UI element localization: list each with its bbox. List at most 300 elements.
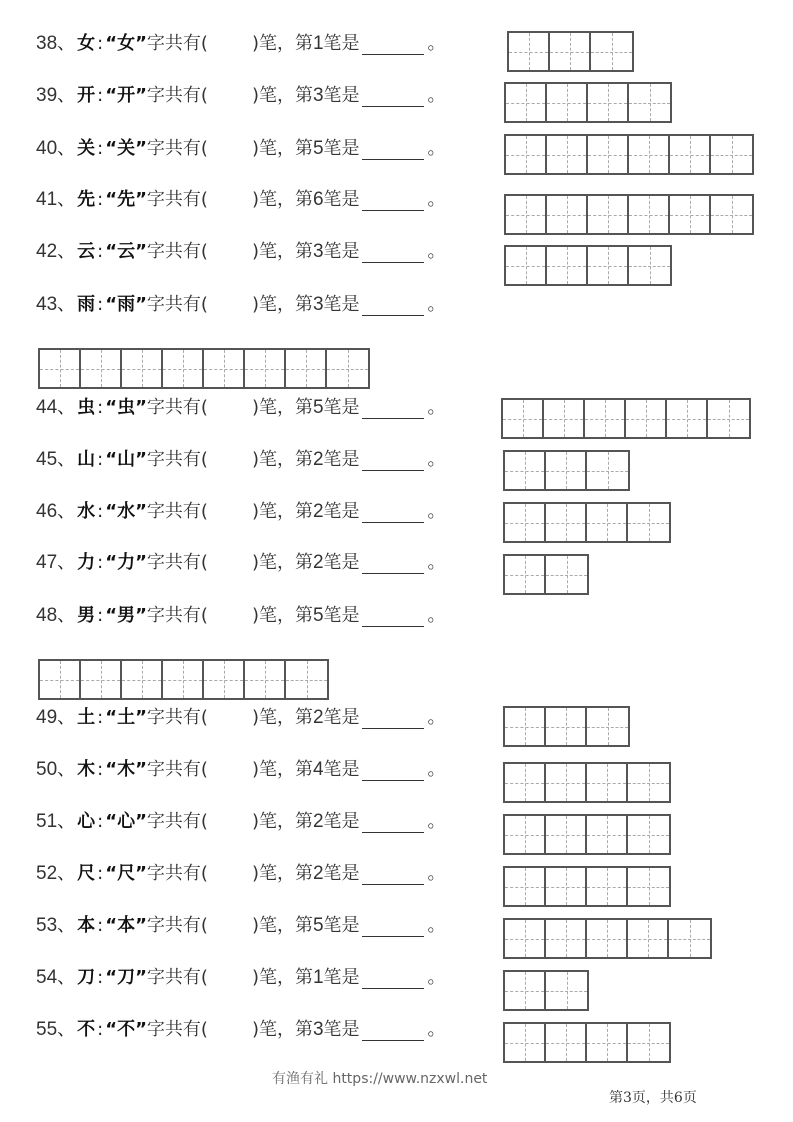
question-row (36, 963, 446, 993)
paren-close: ) (251, 449, 259, 470)
comma: ， (276, 138, 295, 159)
tian-zi-ge-cell[interactable] (546, 556, 587, 593)
writing-grid (501, 398, 751, 439)
stroke-answer-blank[interactable] (362, 968, 424, 989)
open-quote: “ (105, 707, 118, 728)
separator: 、 (57, 294, 76, 315)
writing-grid (503, 554, 589, 595)
tian-zi-ge-cell[interactable] (669, 920, 710, 957)
question-number: 47 (36, 552, 58, 573)
stroke-answer-blank[interactable] (362, 450, 424, 471)
quoted-character: 刀 (117, 967, 136, 988)
question-text: 字共有 (146, 811, 201, 832)
comma: ， (276, 501, 295, 522)
writing-grid (507, 31, 634, 72)
stroke-answer-blank[interactable] (362, 190, 424, 211)
quoted-character: 水 (117, 501, 136, 522)
question-row (36, 859, 446, 889)
stroke-answer-blank[interactable] (362, 812, 424, 833)
quoted-character: 女 (117, 33, 136, 54)
tian-zi-ge-cell[interactable] (122, 661, 163, 698)
period: 。 (427, 863, 446, 884)
tian-zi-ge-cell[interactable] (40, 661, 81, 698)
tian-zi-ge-cell[interactable] (587, 452, 628, 489)
stroke-position: 2 (312, 449, 324, 470)
tian-zi-ge-cell[interactable] (629, 136, 670, 173)
tian-zi-ge-cell[interactable] (547, 247, 588, 284)
di-label: 第 (294, 138, 313, 159)
open-quote: “ (105, 241, 118, 262)
di-label: 第 (294, 397, 313, 418)
tian-zi-ge-cell[interactable] (505, 868, 546, 905)
stroke-position: 2 (312, 863, 324, 884)
period: 。 (427, 552, 446, 573)
tian-zi-ge-cell[interactable] (628, 764, 669, 801)
quoted-character: 本 (117, 915, 136, 936)
stroke-position: 3 (312, 1019, 324, 1040)
tian-zi-ge-cell[interactable] (245, 350, 286, 387)
separator: 、 (57, 552, 76, 573)
tian-zi-ge-cell[interactable] (587, 764, 628, 801)
close-quote: ” (135, 241, 147, 262)
stroke-answer-blank[interactable] (362, 553, 424, 574)
colon: : (97, 33, 104, 54)
separator: 、 (57, 605, 76, 626)
stroke-position: 1 (312, 33, 324, 54)
tian-zi-ge-cell[interactable] (286, 350, 327, 387)
tian-zi-ge-cell[interactable] (245, 661, 286, 698)
stroke-position: 2 (312, 707, 324, 728)
question-number: 49 (36, 707, 58, 728)
comma: ， (276, 33, 295, 54)
colon: : (97, 189, 104, 210)
bi-label: 笔 (258, 707, 277, 728)
target-character: 本 (77, 915, 96, 936)
tian-zi-ge-cell[interactable] (546, 920, 587, 957)
stroke-position: 2 (312, 552, 324, 573)
bi-shi-label: 笔是 (323, 811, 360, 832)
question-row (36, 134, 446, 164)
period: 。 (427, 449, 446, 470)
target-character: 女 (77, 33, 96, 54)
bi-shi-label: 笔是 (323, 967, 360, 988)
tian-zi-ge-cell[interactable] (505, 504, 546, 541)
tian-zi-ge-cell[interactable] (667, 400, 708, 437)
tian-zi-ge-cell[interactable] (591, 33, 632, 70)
bi-label: 笔 (258, 863, 277, 884)
question-text: 字共有 (146, 241, 201, 262)
question-number: 50 (36, 759, 58, 780)
comma: ， (276, 85, 295, 106)
paren-close: ) (251, 707, 259, 728)
tian-zi-ge-cell[interactable] (711, 196, 752, 233)
stroke-answer-blank[interactable] (362, 606, 424, 627)
period: 。 (427, 501, 446, 522)
open-quote: “ (105, 501, 118, 522)
bi-label: 笔 (258, 915, 277, 936)
question-number: 51 (36, 811, 58, 832)
tian-zi-ge-cell[interactable] (628, 816, 669, 853)
stroke-answer-blank[interactable] (362, 242, 424, 263)
bi-label: 笔 (258, 138, 277, 159)
colon: : (97, 85, 104, 106)
period: 。 (427, 189, 446, 210)
separator: 、 (57, 33, 76, 54)
stroke-answer-blank[interactable] (362, 502, 424, 523)
question-text: 字共有 (146, 605, 201, 626)
tian-zi-ge-cell[interactable] (547, 84, 588, 121)
di-label: 第 (294, 294, 313, 315)
paren-open: ( (200, 863, 208, 884)
writing-grid (503, 970, 589, 1011)
tian-zi-ge-cell[interactable] (626, 400, 667, 437)
di-label: 第 (294, 863, 313, 884)
tian-zi-ge-cell[interactable] (629, 84, 670, 121)
separator: 、 (57, 811, 76, 832)
tian-zi-ge-cell[interactable] (505, 556, 546, 593)
tian-zi-ge-cell[interactable] (587, 708, 628, 745)
bi-shi-label: 笔是 (323, 85, 360, 106)
tian-zi-ge-cell[interactable] (546, 816, 587, 853)
paren-open: ( (200, 501, 208, 522)
period: 。 (427, 707, 446, 728)
writing-grid (503, 866, 671, 907)
tian-zi-ge-cell[interactable] (506, 136, 547, 173)
writing-grid (503, 1022, 671, 1063)
tian-zi-ge-cell[interactable] (547, 136, 588, 173)
tian-zi-ge-cell[interactable] (81, 350, 122, 387)
period: 。 (427, 397, 446, 418)
di-label: 第 (294, 85, 313, 106)
paren-close: ) (251, 397, 259, 418)
open-quote: “ (105, 915, 118, 936)
bi-label: 笔 (258, 552, 277, 573)
footer-watermark: 有渔有礼 https://www.nzxwl.net (272, 1071, 488, 1087)
paren-open: ( (200, 449, 208, 470)
question-row (36, 601, 446, 631)
di-label: 第 (294, 501, 313, 522)
close-quote: ” (135, 189, 147, 210)
stroke-answer-blank[interactable] (362, 760, 424, 781)
tian-zi-ge-cell[interactable] (629, 247, 670, 284)
colon: : (97, 759, 104, 780)
open-quote: “ (105, 1019, 118, 1040)
question-number: 46 (36, 501, 58, 522)
open-quote: “ (105, 397, 118, 418)
bi-shi-label: 笔是 (323, 241, 360, 262)
tian-zi-ge-cell[interactable] (670, 136, 711, 173)
tian-zi-ge-cell[interactable] (122, 350, 163, 387)
tian-zi-ge-cell[interactable] (40, 350, 81, 387)
close-quote: ” (135, 759, 147, 780)
colon: : (97, 397, 104, 418)
di-label: 第 (294, 915, 313, 936)
paren-close: ) (251, 294, 259, 315)
writing-grid (38, 659, 329, 700)
bi-label: 笔 (258, 85, 277, 106)
tian-zi-ge-cell[interactable] (628, 1024, 669, 1061)
comma: ， (276, 1019, 295, 1040)
bi-label: 笔 (258, 241, 277, 262)
bi-shi-label: 笔是 (323, 138, 360, 159)
tian-zi-ge-cell[interactable] (585, 400, 626, 437)
paren-open: ( (200, 33, 208, 54)
bi-label: 笔 (258, 501, 277, 522)
period: 。 (427, 605, 446, 626)
close-quote: ” (135, 294, 147, 315)
open-quote: “ (105, 863, 118, 884)
stroke-position: 5 (312, 605, 324, 626)
question-row (36, 1015, 446, 1045)
bi-label: 笔 (258, 811, 277, 832)
tian-zi-ge-cell[interactable] (505, 708, 546, 745)
stroke-position: 5 (312, 138, 324, 159)
bi-shi-label: 笔是 (323, 759, 360, 780)
open-quote: “ (105, 294, 118, 315)
comma: ， (276, 915, 295, 936)
question-text: 字共有 (146, 397, 201, 418)
tian-zi-ge-cell[interactable] (505, 764, 546, 801)
bi-label: 笔 (258, 449, 277, 470)
bi-shi-label: 笔是 (323, 605, 360, 626)
tian-zi-ge-cell[interactable] (163, 350, 204, 387)
close-quote: ” (135, 138, 147, 159)
paren-close: ) (251, 189, 259, 210)
tian-zi-ge-cell[interactable] (628, 920, 669, 957)
tian-zi-ge-cell[interactable] (587, 1024, 628, 1061)
tian-zi-ge-cell[interactable] (629, 196, 670, 233)
target-character: 木 (77, 759, 96, 780)
bi-label: 笔 (258, 1019, 277, 1040)
question-number: 38 (36, 33, 58, 54)
tian-zi-ge-cell[interactable] (588, 196, 629, 233)
tian-zi-ge-cell[interactable] (628, 504, 669, 541)
tian-zi-ge-cell[interactable] (505, 452, 546, 489)
question-row (36, 290, 446, 320)
period: 。 (427, 759, 446, 780)
stroke-position: 3 (312, 85, 324, 106)
paren-open: ( (200, 605, 208, 626)
question-number: 39 (36, 85, 58, 106)
paren-close: ) (251, 138, 259, 159)
separator: 、 (57, 863, 76, 884)
stroke-answer-blank[interactable] (362, 1020, 424, 1041)
tian-zi-ge-cell[interactable] (588, 136, 629, 173)
paren-close: ) (251, 501, 259, 522)
tian-zi-ge-cell[interactable] (550, 33, 591, 70)
colon: : (97, 138, 104, 159)
colon: : (97, 241, 104, 262)
target-character: 山 (77, 449, 96, 470)
comma: ， (276, 241, 295, 262)
quoted-character: 雨 (117, 294, 136, 315)
quoted-character: 先 (117, 189, 136, 210)
question-number: 43 (36, 294, 58, 315)
question-number: 40 (36, 138, 58, 159)
tian-zi-ge-cell[interactable] (204, 661, 245, 698)
question-text: 字共有 (146, 863, 201, 884)
target-character: 关 (77, 138, 96, 159)
question-number: 52 (36, 863, 58, 884)
tian-zi-ge-cell[interactable] (547, 196, 588, 233)
bi-shi-label: 笔是 (323, 294, 360, 315)
period: 。 (427, 967, 446, 988)
stroke-position: 5 (312, 397, 324, 418)
tian-zi-ge-cell[interactable] (546, 972, 587, 1009)
question-row (36, 81, 446, 111)
bi-shi-label: 笔是 (323, 863, 360, 884)
close-quote: ” (135, 449, 147, 470)
target-character: 尺 (77, 863, 96, 884)
tian-zi-ge-cell[interactable] (711, 136, 752, 173)
paren-open: ( (200, 967, 208, 988)
open-quote: “ (105, 811, 118, 832)
tian-zi-ge-cell[interactable] (546, 708, 587, 745)
stroke-answer-blank[interactable] (362, 708, 424, 729)
tian-zi-ge-cell[interactable] (670, 196, 711, 233)
paren-close: ) (251, 811, 259, 832)
separator: 、 (57, 1019, 76, 1040)
separator: 、 (57, 138, 76, 159)
target-character: 虫 (77, 397, 96, 418)
separator: 、 (57, 915, 76, 936)
stroke-position: 4 (312, 759, 324, 780)
close-quote: ” (135, 967, 147, 988)
paren-open: ( (200, 189, 208, 210)
close-quote: ” (135, 605, 147, 626)
tian-zi-ge-cell[interactable] (81, 661, 122, 698)
bi-label: 笔 (258, 967, 277, 988)
comma: ， (276, 552, 295, 573)
quoted-character: 虫 (117, 397, 136, 418)
paren-open: ( (200, 915, 208, 936)
tian-zi-ge-cell[interactable] (204, 350, 245, 387)
colon: : (97, 863, 104, 884)
tian-zi-ge-cell[interactable] (327, 350, 368, 387)
comma: ， (276, 189, 295, 210)
target-character: 开 (77, 85, 96, 106)
tian-zi-ge-cell[interactable] (546, 504, 587, 541)
tian-zi-ge-cell[interactable] (506, 196, 547, 233)
stroke-position: 1 (312, 967, 324, 988)
tian-zi-ge-cell[interactable] (587, 920, 628, 957)
separator: 、 (57, 449, 76, 470)
comma: ， (276, 811, 295, 832)
question-number: 54 (36, 967, 58, 988)
tian-zi-ge-cell[interactable] (505, 816, 546, 853)
di-label: 第 (294, 967, 313, 988)
stroke-position: 3 (312, 241, 324, 262)
stroke-answer-blank[interactable] (362, 295, 424, 316)
stroke-position: 6 (312, 189, 324, 210)
tian-zi-ge-cell[interactable] (503, 400, 544, 437)
question-row (36, 911, 446, 941)
tian-zi-ge-cell[interactable] (587, 816, 628, 853)
paren-open: ( (200, 707, 208, 728)
bi-label: 笔 (258, 189, 277, 210)
stroke-answer-blank[interactable] (362, 864, 424, 885)
period: 。 (427, 138, 446, 159)
writing-grid (503, 814, 671, 855)
paren-open: ( (200, 294, 208, 315)
tian-zi-ge-cell[interactable] (505, 972, 546, 1009)
tian-zi-ge-cell[interactable] (588, 247, 629, 284)
quoted-character: 男 (117, 605, 136, 626)
tian-zi-ge-cell[interactable] (506, 247, 547, 284)
tian-zi-ge-cell[interactable] (587, 504, 628, 541)
stroke-answer-blank[interactable] (362, 139, 424, 160)
separator: 、 (57, 501, 76, 522)
colon: : (97, 811, 104, 832)
writing-grid (504, 134, 754, 175)
tian-zi-ge-cell[interactable] (587, 868, 628, 905)
bi-shi-label: 笔是 (323, 915, 360, 936)
quoted-character: 云 (117, 241, 136, 262)
comma: ， (276, 397, 295, 418)
writing-grid (503, 450, 630, 491)
paren-close: ) (251, 241, 259, 262)
separator: 、 (57, 759, 76, 780)
di-label: 第 (294, 811, 313, 832)
tian-zi-ge-cell[interactable] (546, 764, 587, 801)
stroke-answer-blank[interactable] (362, 398, 424, 419)
tian-zi-ge-cell[interactable] (546, 1024, 587, 1061)
stroke-position: 2 (312, 501, 324, 522)
comma: ， (276, 605, 295, 626)
paren-open: ( (200, 241, 208, 262)
close-quote: ” (135, 707, 147, 728)
paren-open: ( (200, 1019, 208, 1040)
bi-label: 笔 (258, 759, 277, 780)
stroke-answer-blank[interactable] (362, 916, 424, 937)
tian-zi-ge-cell[interactable] (163, 661, 204, 698)
close-quote: ” (135, 501, 147, 522)
colon: : (97, 449, 104, 470)
bi-shi-label: 笔是 (323, 449, 360, 470)
tian-zi-ge-cell[interactable] (708, 400, 749, 437)
tian-zi-ge-cell[interactable] (506, 84, 547, 121)
bi-shi-label: 笔是 (323, 501, 360, 522)
writing-grid (38, 348, 370, 389)
colon: : (97, 552, 104, 573)
paren-close: ) (251, 967, 259, 988)
bi-label: 笔 (258, 294, 277, 315)
question-number: 48 (36, 605, 58, 626)
tian-zi-ge-cell[interactable] (628, 868, 669, 905)
separator: 、 (57, 967, 76, 988)
period: 。 (427, 811, 446, 832)
di-label: 第 (294, 33, 313, 54)
stroke-answer-blank[interactable] (362, 34, 424, 55)
paren-close: ) (251, 863, 259, 884)
tian-zi-ge-cell[interactable] (588, 84, 629, 121)
question-text: 字共有 (146, 449, 201, 470)
question-text: 字共有 (146, 915, 201, 936)
di-label: 第 (294, 449, 313, 470)
tian-zi-ge-cell[interactable] (505, 920, 546, 957)
target-character: 心 (77, 811, 96, 832)
tian-zi-ge-cell[interactable] (505, 1024, 546, 1061)
question-row (36, 29, 446, 59)
tian-zi-ge-cell[interactable] (509, 33, 550, 70)
tian-zi-ge-cell[interactable] (544, 400, 585, 437)
question-text: 字共有 (146, 552, 201, 573)
tian-zi-ge-cell[interactable] (286, 661, 327, 698)
target-character: 雨 (77, 294, 96, 315)
tian-zi-ge-cell[interactable] (546, 868, 587, 905)
stroke-answer-blank[interactable] (362, 86, 424, 107)
tian-zi-ge-cell[interactable] (546, 452, 587, 489)
